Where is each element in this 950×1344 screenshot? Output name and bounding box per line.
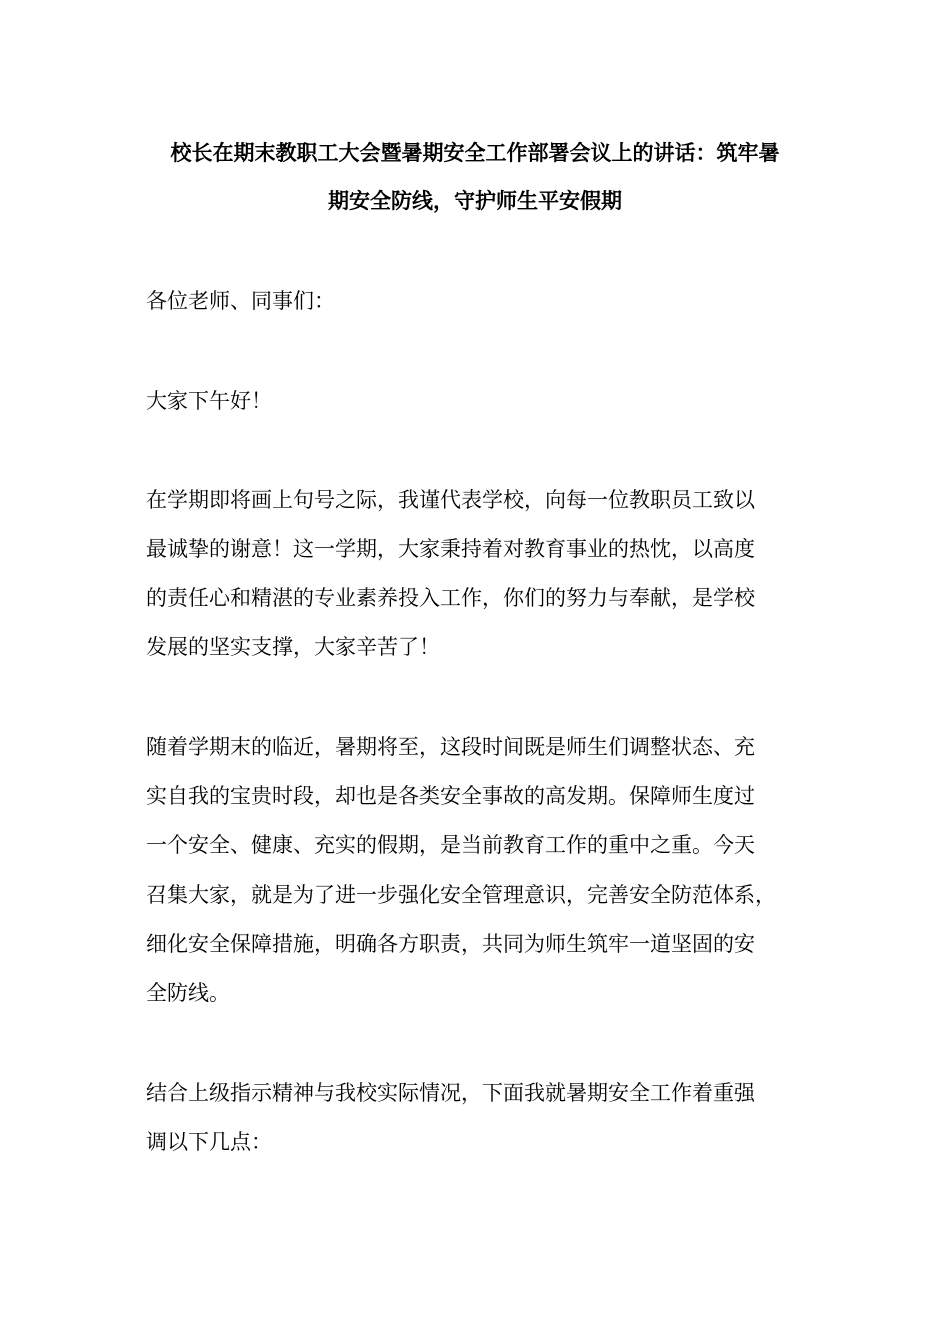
paragraph-2-line-3: 一个安全、健康、充实的假期，是当前教育工作的重中之重。今天 xyxy=(146,833,755,857)
paragraph-2-line-4: 召集大家，就是为了进一步强化安全管理意识，完善安全防范体系， xyxy=(146,883,776,907)
document-title-line-1: 校长在期末教职工大会暨暑期安全工作部署会议上的讲话：筑牢暑 xyxy=(170,140,780,165)
document-title-line-2: 期安全防线，守护师生平安假期 xyxy=(328,188,622,213)
paragraph-1-line-1: 在学期即将画上句号之际，我谨代表学校，向每一位教职员工致以 xyxy=(146,488,755,512)
paragraph-3-line-1: 结合上级指示精神与我校实际情况，下面我就暑期安全工作着重强 xyxy=(146,1081,755,1105)
greeting: 大家下午好！ xyxy=(146,389,272,413)
paragraph-2-line-1: 随着学期末的临近，暑期将至，这段时间既是师生们调整状态、充 xyxy=(146,735,755,759)
paragraph-1-line-4: 发展的坚实支撑，大家辛苦了！ xyxy=(146,635,440,659)
salutation: 各位老师、同事们： xyxy=(146,289,335,313)
paragraph-3-line-2: 调以下几点： xyxy=(146,1130,272,1154)
paragraph-2-line-5: 细化安全保障措施，明确各方职责，共同为师生筑牢一道坚固的安 xyxy=(146,932,755,956)
paragraph-2-line-2: 实自我的宝贵时段，却也是各类安全事故的高发期。保障师生度过 xyxy=(146,784,755,808)
paragraph-1-line-2: 最诚挚的谢意！这一学期，大家秉持着对教育事业的热忱，以高度 xyxy=(146,537,755,561)
paragraph-2-line-6: 全防线。 xyxy=(146,981,230,1005)
paragraph-1-line-3: 的责任心和精湛的专业素养投入工作，你们的努力与奉献，是学校 xyxy=(146,586,755,610)
